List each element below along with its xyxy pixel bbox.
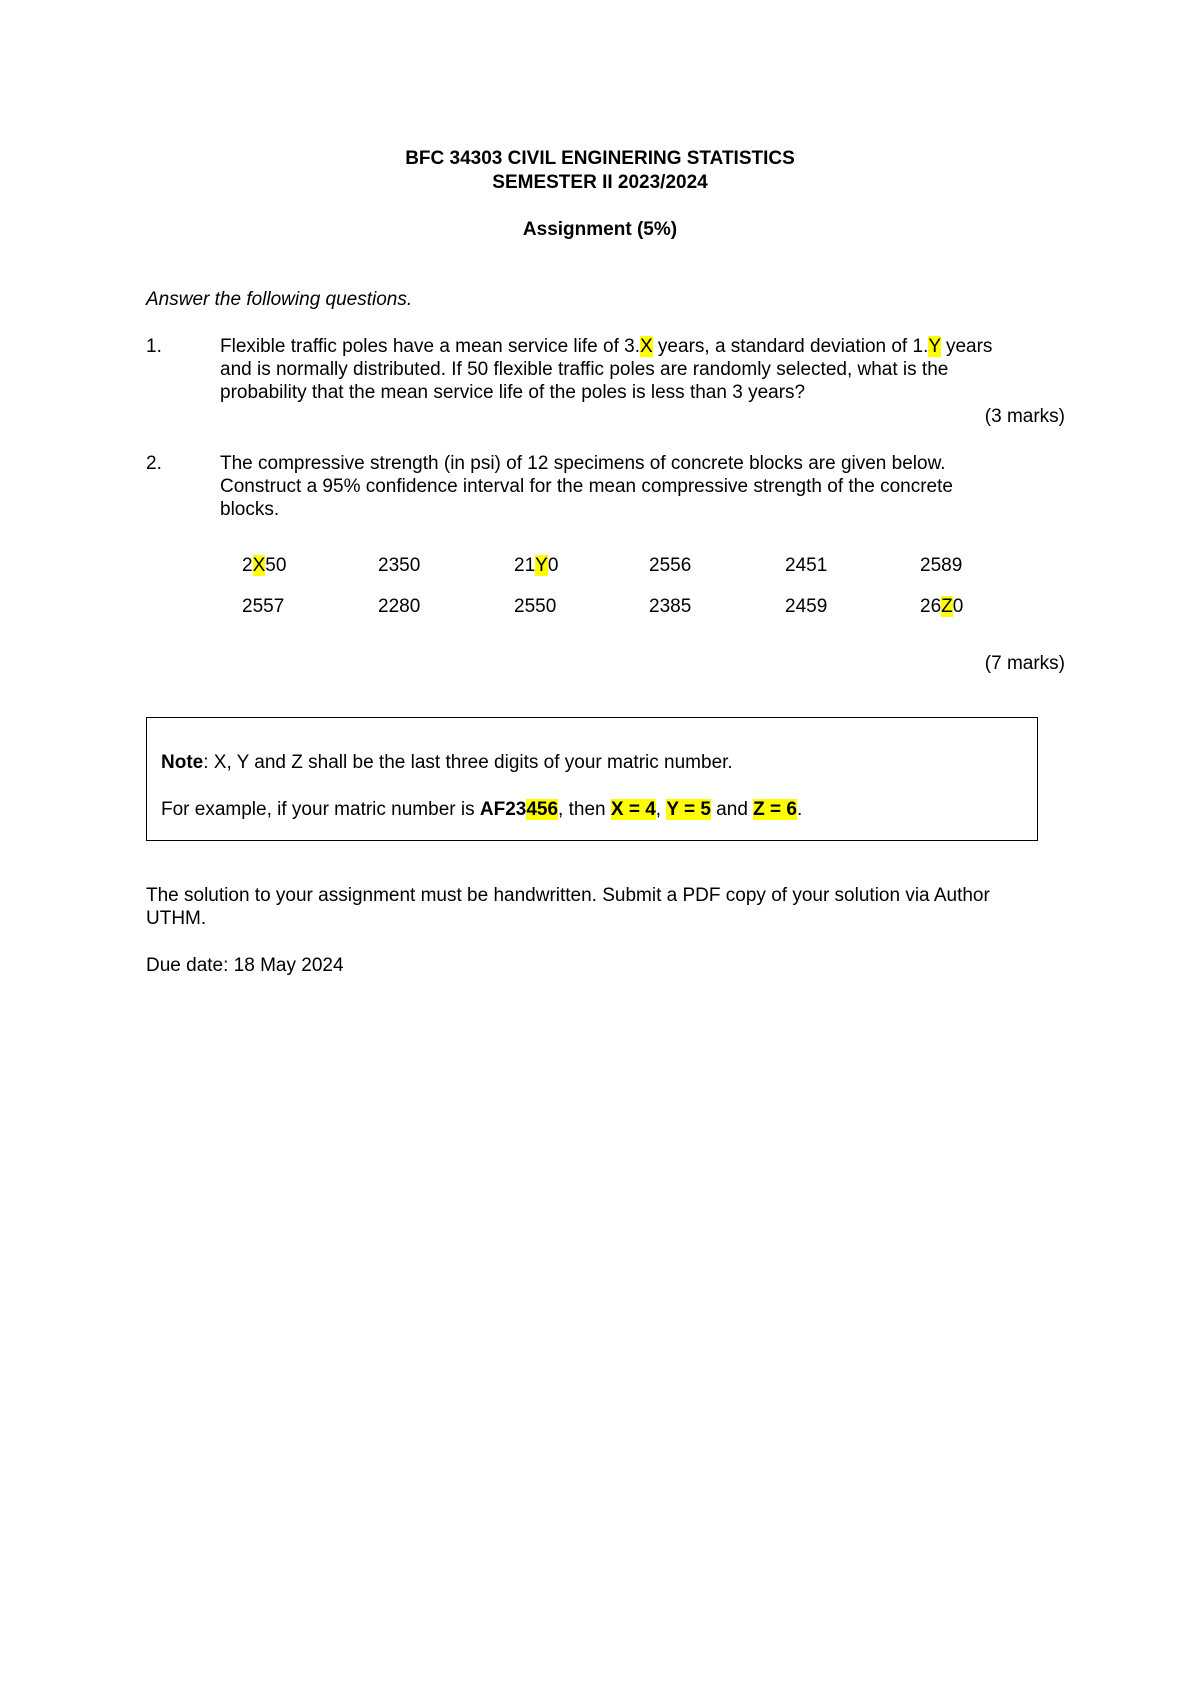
table-cell: 21Y0 bbox=[514, 555, 559, 576]
table-cell: 26Z0 bbox=[920, 596, 964, 617]
table-cell: 2550 bbox=[514, 596, 557, 617]
matric-example: AF23456 bbox=[479, 799, 559, 820]
question-1-line-1: Flexible traffic poles have a mean service life of 3.X years, a standard deviation of 1.Y years bbox=[220, 336, 993, 357]
question-1-number: 1. bbox=[146, 336, 162, 357]
question-2-line-1: The compressive strength (in psi) of 12 specimens of concrete blocks are given below. bbox=[220, 453, 946, 474]
y-equals: Y = 5 bbox=[666, 799, 711, 820]
question-2-body bbox=[220, 452, 1070, 521]
table-cell: 2556 bbox=[649, 555, 692, 576]
submission-instructions bbox=[146, 884, 1066, 930]
table-cell: 2589 bbox=[920, 555, 963, 576]
table-cell: 2557 bbox=[242, 596, 285, 617]
semester-title: SEMESTER II 2023/2024 bbox=[492, 172, 708, 193]
question-2-line-3: blocks. bbox=[220, 499, 280, 520]
question-2-number: 2. bbox=[146, 453, 162, 474]
var-y-highlight: Y bbox=[928, 336, 941, 357]
table-cell: 2385 bbox=[649, 596, 692, 617]
assignment-title: Assignment (5%) bbox=[522, 219, 678, 240]
z-equals: Z = 6 bbox=[753, 799, 797, 820]
table-cell: 2451 bbox=[785, 555, 828, 576]
course-title: BFC 34303 CIVIL ENGINERING STATISTICS bbox=[405, 148, 795, 169]
variable-highlight: Z bbox=[941, 596, 953, 617]
table-cell: 2280 bbox=[378, 596, 421, 617]
question-2-marks: (7 marks) bbox=[984, 653, 1065, 674]
submission-line-2: UTHM. bbox=[146, 908, 207, 929]
submission-line-1: The solution to your assignment must be handwritten. Submit a PDF copy of your solution via Author bbox=[146, 885, 990, 906]
x-equals: X = 4 bbox=[610, 799, 656, 820]
var-x-highlight: X bbox=[639, 336, 653, 357]
table-cell: 2350 bbox=[378, 555, 421, 576]
question-1-marks: (3 marks) bbox=[984, 406, 1065, 427]
question-1-line-3: probability that the mean service life of the poles is less than 3 years? bbox=[220, 382, 806, 403]
table-cell: 2X50 bbox=[242, 555, 287, 576]
question-1-line-2: and is normally distributed. If 50 flexible traffic poles are randomly selected, what is the bbox=[220, 359, 949, 380]
variable-highlight: X bbox=[252, 555, 266, 576]
note-line-2: For example, if your matric number is AF23456, then X = 4, Y = 5 and Z = 6. bbox=[161, 799, 803, 820]
due-date: Due date: 18 May 2024 bbox=[146, 955, 344, 976]
question-1-body bbox=[220, 335, 1070, 404]
note-line-1: Note: X, Y and Z shall be the last three digits of your matric number. bbox=[161, 752, 733, 773]
table-cell: 2459 bbox=[785, 596, 828, 617]
instruction: Answer the following questions. bbox=[146, 289, 413, 310]
question-2-line-2: Construct a 95% confidence interval for the mean compressive strength of the concrete bbox=[220, 476, 953, 497]
note-box bbox=[146, 717, 1038, 841]
variable-highlight: Y bbox=[535, 555, 548, 576]
